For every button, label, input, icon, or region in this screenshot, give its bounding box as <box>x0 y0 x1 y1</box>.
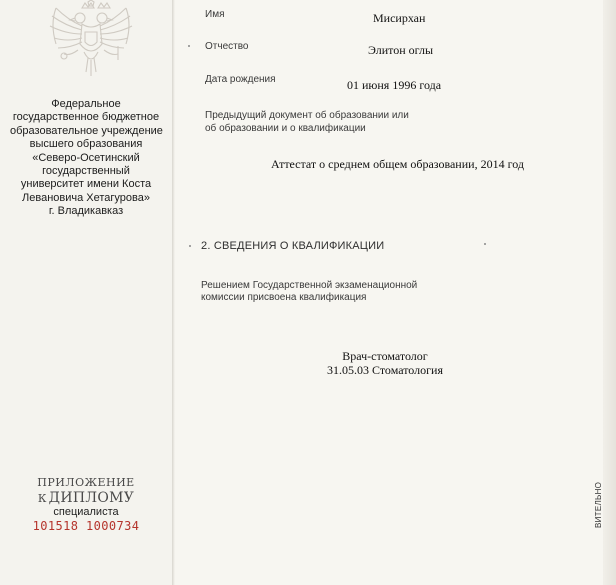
patronymic-label: Отчество <box>205 41 249 52</box>
margin-tick <box>188 45 190 47</box>
annex-title: ПРИЛОЖЕНИЕ <box>37 476 135 489</box>
page-edge <box>603 0 616 585</box>
annex-number: 101518 1000734 <box>32 519 140 533</box>
org-line: университет имени Коста <box>20 178 152 191</box>
column-divider <box>172 0 175 585</box>
annex-prefix: К <box>37 492 47 505</box>
org-line: высшего образования <box>29 138 143 151</box>
margin-tick <box>189 245 191 247</box>
prev-doc-value: Аттестат о среднем общем образовании, 2014 год <box>271 157 524 171</box>
margin-tick <box>484 243 486 245</box>
annex-type: специалиста <box>53 506 119 518</box>
dob-value: 01 июня 1996 года <box>347 78 442 92</box>
name-label: Имя <box>205 9 225 20</box>
org-line: г. Владикавказ <box>48 205 124 218</box>
cut-off-text-stub <box>52 579 122 583</box>
left-column <box>0 0 172 585</box>
org-line: образовательное учреждение <box>10 124 163 137</box>
annex-diploma: ДИПЛОМУ <box>48 490 135 506</box>
patronymic-value: Элитон оглы <box>368 43 434 57</box>
specialty-code: 31.05.03 Стоматология <box>326 363 443 377</box>
org-line: «Северо-Осетинский <box>32 151 140 164</box>
coat-of-arms-emblem <box>44 0 138 84</box>
annex-block <box>10 476 162 533</box>
prev-doc-label-line2: об образовании и о квалификации <box>205 123 366 134</box>
edge-cut-text: ВИТЕЛЬНО <box>594 481 603 528</box>
qualification-section-heading: 2. СВЕДЕНИЯ О КВАЛИФИКАЦИИ <box>201 240 385 252</box>
qualification-title: Врач-стоматолог <box>342 349 428 363</box>
org-line: Левановича Хетагурова» <box>22 191 150 204</box>
dob-label: Дата рождения <box>205 74 276 85</box>
annex-diploma-line <box>10 490 162 506</box>
decision-line1: Решением Государственной экзаменационной <box>201 280 418 291</box>
org-line: Федеральное <box>51 98 121 110</box>
name-value: Мисирхан <box>373 11 426 25</box>
org-line: государственный <box>42 165 130 178</box>
org-line: государственное бюджетное <box>12 111 160 124</box>
prev-doc-label-line1: Предыдущий документ об образовании или <box>205 110 409 121</box>
issuing-organization <box>10 98 162 219</box>
decision-line2: комиссии присвоена квалификация <box>201 292 367 303</box>
